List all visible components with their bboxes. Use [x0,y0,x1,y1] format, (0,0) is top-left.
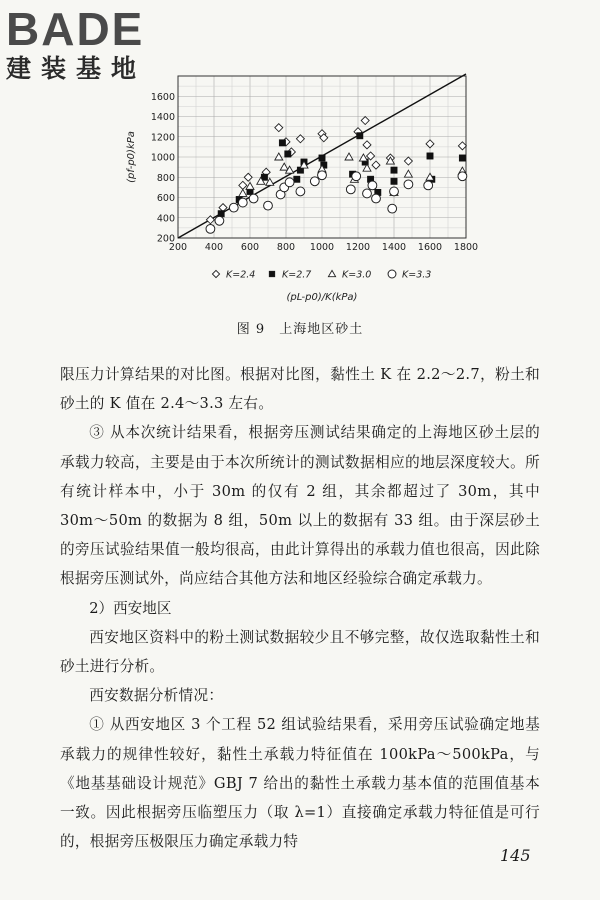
x-tick-label: 1200 [345,242,371,253]
data-point-diamond [244,173,252,181]
data-point-square [319,155,325,161]
data-point-triangle [404,170,412,177]
legend-marker-circle [388,270,396,278]
data-point-square [427,153,433,159]
data-point-circle [404,180,413,189]
section-heading-xian: 2）西安地区 [89,599,172,617]
legend-label: K=3.0 [342,269,372,281]
legend-marker-diamond [212,270,219,277]
y-tick-label: 1200 [150,132,175,144]
data-point-diamond [361,117,369,125]
x-tick-label: 400 [204,242,224,253]
y-tick-label: 200 [156,233,175,245]
data-point-circle [285,178,294,187]
legend-marker-square [269,271,275,277]
data-point-circle [372,194,381,203]
data-point-circle [229,203,238,212]
legend-label: K=2.7 [282,269,312,281]
y-tick-label: 400 [156,213,175,225]
data-point-diamond [404,157,412,165]
data-point-circle [363,189,372,198]
data-point-diamond [363,141,371,149]
y-tick-label: 1600 [150,91,175,103]
data-point-square [294,176,300,182]
body-text [60,360,540,856]
data-point-circle [310,177,319,186]
data-point-circle [346,185,355,194]
y-tick-label: 800 [156,172,175,184]
data-point-circle [296,187,305,196]
x-tick-label: 600 [240,242,260,253]
data-point-square [391,178,397,184]
y-axis-label: (pf-p0)kPa [126,131,137,183]
paragraph-3: 西安地区资料中的粉土测试数据较少且不够完整，故仅选取黏性土和砂土进行分析。 [60,628,540,676]
data-point-circle [424,181,433,190]
data-point-circle [390,187,399,196]
x-tick-label: 1600 [417,242,443,253]
x-tick-label: 200 [168,242,188,253]
paragraph-2: ③ 从本次统计结果看，根据旁压测试结果确定的上海地区砂土层的承载力较高，主要是由于本次所统计的测试数据相应的地层深度较大。所有统计样本中，小于 30m 的仅有 2 组，其余都超过了 30m，其中 30m～50m 的数据为 8 组，50m 以上的数据有 33 组。由于深层砂土的旁压试验结果值一般均很高，由此计算得出的承载力值也很高，因此除根据旁压测试外，尚应结合其他方法和地区经验综合确定承载力。 [60,424,540,588]
scatter-chart [120,62,480,307]
data-point-diamond [239,181,247,189]
data-point-square [391,167,397,173]
data-point-square [357,133,363,139]
data-point-circle [249,194,258,203]
data-point-diamond [372,161,380,169]
data-point-circle [368,181,377,190]
x-tick-label: 1400 [381,242,407,253]
data-point-circle [206,224,215,233]
data-point-circle [264,201,273,210]
x-tick-label: 800 [276,242,296,253]
data-point-diamond [206,216,214,224]
x-tick-label: 1000 [309,242,335,253]
legend-label: K=3.3 [402,269,432,281]
data-point-circle [215,216,224,225]
legend-marker-triangle [328,270,335,276]
y-tick-label: 600 [156,193,175,204]
data-point-circle [238,198,247,207]
x-tick-label: 1800 [453,242,479,253]
data-point-triangle [239,189,247,196]
figure-caption: 图 9 上海地区砂土 [236,322,364,337]
paragraph-4: 西安数据分析情况： [89,687,224,705]
legend-label: K=2.4 [226,269,256,281]
data-point-triangle [359,154,367,161]
data-point-square [279,140,285,146]
data-point-circle [352,172,361,181]
page-number: 145 [500,846,531,865]
data-point-diamond [296,135,304,143]
data-point-triangle [246,182,254,189]
logo-wordmark: BADE [6,3,145,55]
paragraph-1: 限压力计算结果的对比图。根据对比图，黏性土 K 在 2.2～2.7，粉土和砂土的 K 值在 2.4～3.3 左右。 [60,366,540,413]
data-point-circle [458,172,467,181]
paragraph-5: ① 从西安地区 3 个工程 52 组试验结果看，采用旁压试验确定地基承载力的规律性较好，黏性土承载力特征值在 100kPa～500kPa，与《地基基础设计规范》GBJ 7 给出的黏性土承载力基本值的范围值基本一致。因此根据旁压临塑压力（取 λ=1）直接确定承载力特征值是可行的，根据旁压极限压力确定承载力特 [60,716,540,851]
data-point-diamond [275,124,283,132]
logo-subtitle: 建装基地 [6,54,147,83]
y-tick-label: 1400 [150,112,175,123]
data-point-square [459,155,465,161]
x-axis-label: (pL-p0)/K(kPa) [286,292,358,303]
data-point-diamond [458,142,466,150]
data-point-triangle [275,153,283,160]
y-tick-label: 1000 [150,152,175,164]
data-point-circle [318,171,327,180]
data-point-circle [388,204,397,213]
data-point-triangle [345,153,353,160]
data-point-square [285,151,291,157]
data-point-triangle [280,163,288,170]
